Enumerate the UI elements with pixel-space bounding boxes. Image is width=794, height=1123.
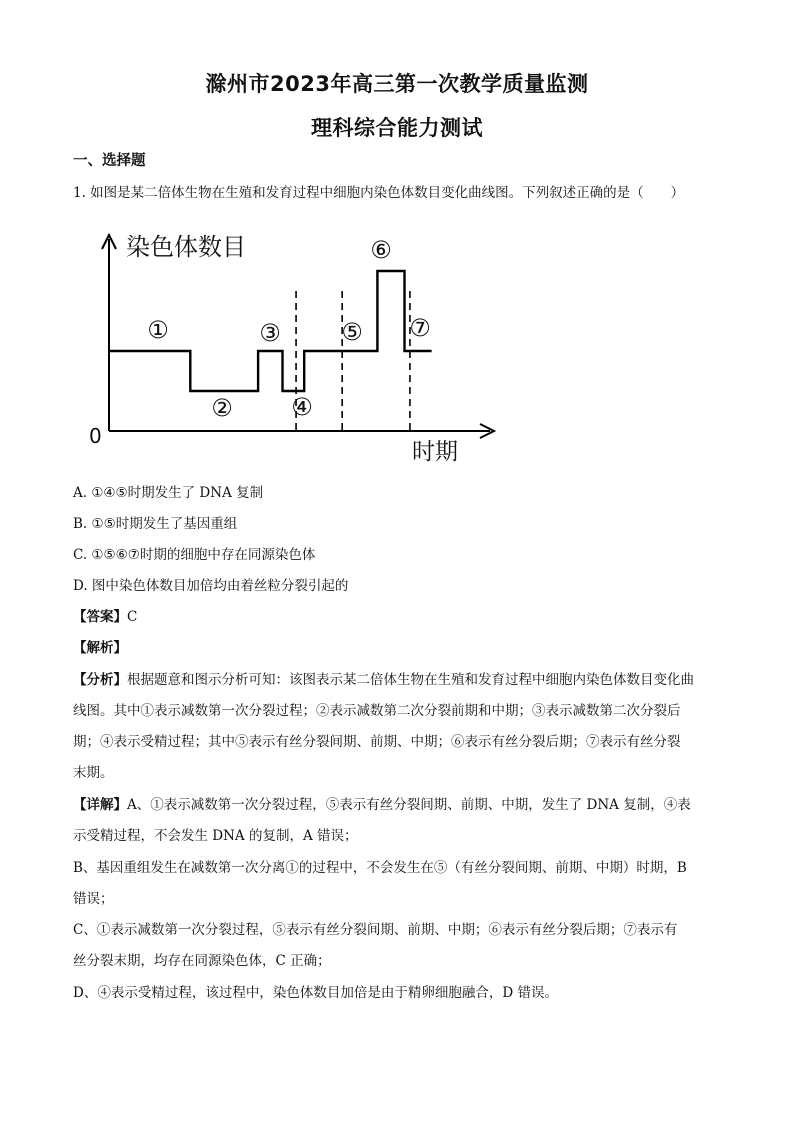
y-axis-label: 染色体数目 bbox=[126, 233, 246, 261]
stage-label: ② bbox=[211, 394, 233, 422]
origin-label: 0 bbox=[89, 424, 102, 448]
fenxi-line: 末期。 bbox=[73, 765, 114, 781]
xiangjie-text: A、①表示减数第一次分裂过程，⑤表示有丝分裂间期、前期、中期，发生了 DNA 复制，④表 bbox=[127, 797, 691, 813]
answer-label: 【答案】 bbox=[73, 609, 127, 625]
answer-line bbox=[73, 607, 137, 627]
option-c: C. ①⑤⑥⑦时期的细胞中存在同源染色体 bbox=[73, 547, 316, 563]
xiangjie-line: B、基因重组发生在减数第一次分离①的过程中，不会发生在⑤（有丝分裂间期、前期、中期）时期，B bbox=[73, 860, 687, 876]
fenxi-label: 【分析】 bbox=[73, 672, 127, 688]
section-heading: 一、选择题 bbox=[73, 153, 146, 169]
xiangjie-label: 【详解】 bbox=[73, 797, 127, 813]
option-b: B. ①⑤时期发生了基因重组 bbox=[73, 516, 238, 532]
stage-label: ⑥ bbox=[370, 236, 392, 264]
xiangjie-line: 错误； bbox=[73, 891, 114, 907]
x-axis-label: 时期 bbox=[412, 439, 458, 465]
option-d: D. 图中染色体数目加倍均由着丝粒分裂引起的 bbox=[73, 578, 349, 594]
exam-title: 滁州市2023年高三第一次教学质量监测 bbox=[205, 72, 589, 96]
xiangjie-line: C、①表示减数第一次分裂过程，⑤表示有丝分裂间期、前期、中期；⑥表示有丝分裂后期；⑦表示有 bbox=[73, 922, 678, 938]
fenxi-text: 根据题意和图示分析可知：该图表示某二倍体生物在生殖和发育过程中细胞内染色体数目变化曲 bbox=[127, 672, 694, 688]
xiangjie-line: D、④表示受精过程，该过程中，染色体数目加倍是由于精卵细胞融合，D 错误。 bbox=[73, 985, 558, 1001]
fenxi-line bbox=[73, 670, 694, 690]
chart-dividers bbox=[296, 291, 410, 431]
option-a: A. ①④⑤时期发生了 DNA 复制 bbox=[73, 485, 264, 501]
xiangjie-line: 丝分裂末期，均存在同源染色体，C 正确； bbox=[73, 953, 331, 969]
chromosome-chart bbox=[80, 225, 520, 470]
exam-subtitle: 理科综合能力测试 bbox=[311, 116, 483, 140]
analysis-label: 【解析】 bbox=[73, 640, 127, 656]
answer-value: C bbox=[127, 609, 138, 625]
xiangjie-line bbox=[73, 795, 691, 815]
stage-label: ④ bbox=[291, 393, 313, 421]
stage-label: ⑤ bbox=[341, 318, 363, 346]
fenxi-line: 线图。其中①表示减数第一次分裂过程；②表示减数第二次分裂前期和中期；③表示减数第二次分裂后 bbox=[73, 703, 681, 719]
xiangjie-line: 示受精过程，不会发生 DNA 的复制，A 错误； bbox=[73, 828, 358, 844]
stage-label: ① bbox=[147, 316, 169, 344]
stage-label: ⑦ bbox=[409, 314, 431, 342]
question-stem: 1. 如图是某二倍体生物在生殖和发育过程中细胞内染色体数目变化曲线图。下列叙述正确的是（ ） bbox=[73, 185, 685, 201]
fenxi-line: 期；④表示受精过程；其中⑤表示有丝分裂间期、前期、中期；⑥表示有丝分裂后期；⑦表示有丝分裂 bbox=[73, 734, 681, 750]
stage-label: ③ bbox=[259, 319, 281, 347]
